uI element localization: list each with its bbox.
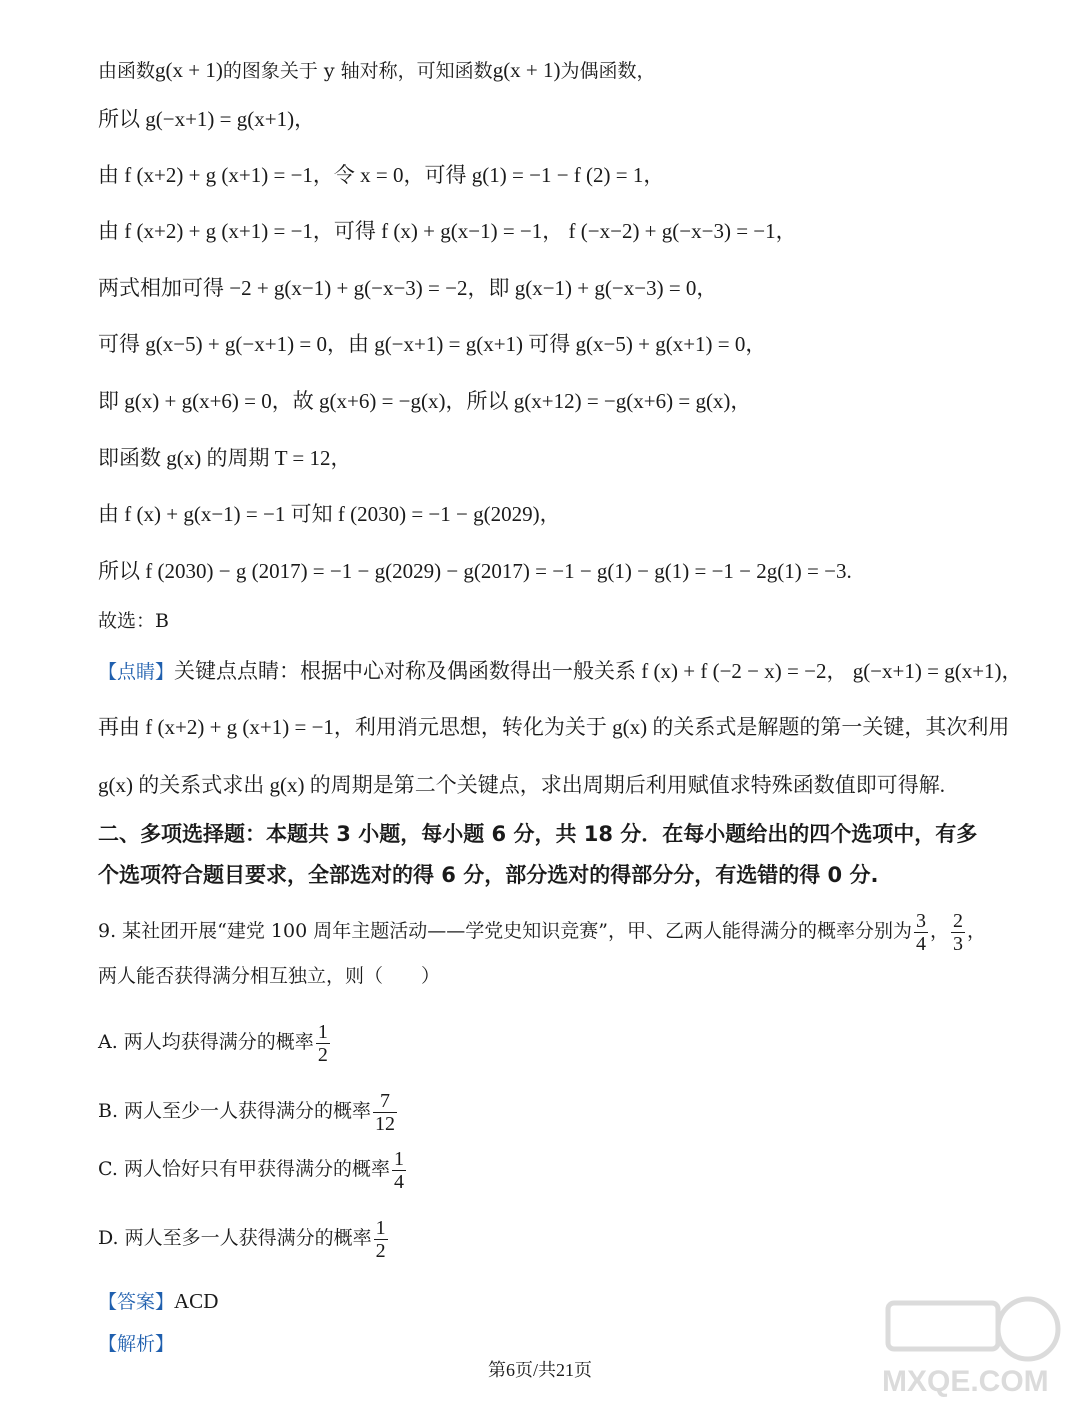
probability-fraction-yi: $\frac{2}{3}$ xyxy=(952,909,963,955)
tip-line-2: 再由 f (x+2) + g (x+1) = −1，利用消元思想，转化为关于 g(x) 的关系式是解题的第一关键，其次利用 xyxy=(98,715,1010,739)
solution-line-10: 所以 f (2030) − g (2017) = −1 − g(2029) − g(2017) = −1 − g(1) − g(1) = −1 − 2g(1) = −3. xyxy=(98,559,852,583)
tip-line-1: 【点睛】关键点点睛：根据中心对称及偶函数得出一般关系 f (x) + f (−2 − x) = −2， g(−x+1) = g(x+1)， xyxy=(98,659,1023,683)
tip-tag: 【点睛】 xyxy=(98,661,175,683)
option-a: A. 两人均获得满分的概率 $\frac{1}{2}$ xyxy=(98,1020,328,1066)
section-heading-line-2: 个选项符合题目要求，全部选对的得 6 分，部分选对的得部分分，有选错的得 0 分. xyxy=(98,863,879,887)
solution-line-7: 即 g(x) + g(x+6) = 0，故 g(x+6) = −g(x)，所以 g(x+12) = −g(x+6) = g(x)， xyxy=(98,389,752,413)
question-stem-line-1: 9. 某社团开展“建党 100 周年主题活动——学党史知识竞赛”，甲、乙两人能得满分的概率分别为 $\frac{3}{4}$ ， $\frac{2}{3}$ ， xyxy=(98,909,986,955)
option-c: C. 两人恰好只有甲获得满分的概率 $\frac{1}{4}$ xyxy=(98,1147,404,1193)
solution-line-6: 可得 g(x−5) + g(−x+1) = 0，由 g(−x+1) = g(x+1) 可得 g(x−5) + g(x+1) = 0， xyxy=(98,332,767,356)
probability-fraction-jia: $\frac{3}{4}$ xyxy=(915,909,926,955)
solution-line-8: 即函数 g(x) 的周期 T = 12， xyxy=(98,446,352,470)
solution-line-9: 由 f (x) + g(x−1) = −1 可知 f (2030) = −1 − g(2029)， xyxy=(98,502,561,526)
page-number: 第6页/共21页 xyxy=(487,1360,592,1380)
section-heading-line-1: 二、多项选择题：本题共 3 小题，每小题 6 分，共 18 分．在每小题给出的四个选项中，有多 xyxy=(98,822,978,846)
answer-tag: 【答案】 xyxy=(98,1291,175,1313)
solution-conclusion: 故选：B xyxy=(98,610,169,632)
solution-line-2: 所以 g(−x+1) = g(x+1)， xyxy=(98,107,316,131)
option-d: D. 两人至多一人获得满分的概率 $\frac{1}{2}$ xyxy=(98,1216,386,1262)
watermark-logo xyxy=(878,1291,1068,1401)
answer-value: ACD xyxy=(174,1289,219,1313)
solution-line-3: 由 f (x+2) + g (x+1) = −1，令 x = 0，可得 g(1) = −1 − f (2) = 1， xyxy=(98,163,665,187)
solution-line-4: 由 f (x+2) + g (x+1) = −1，可得 f (x) + g(x−1) = −1， f (−x−2) + g(−x−3) = −1， xyxy=(98,219,797,243)
analysis-tag: 【解析】 xyxy=(98,1333,175,1355)
option-b: B. 两人至少一人获得满分的概率 $\frac{7}{12}$ xyxy=(98,1089,396,1135)
solution-line-1: 由函数g(x + 1)的图象关于 y 轴对称，可知函数g(x + 1)为偶函数， xyxy=(98,58,656,82)
tip-line-3: g(x) 的关系式求出 g(x) 的周期是第二个关键点，求出周期后利用赋值求特殊函数值即可得解. xyxy=(98,773,945,797)
question-stem-line-2: 两人能否获得满分相互独立，则（ ） xyxy=(98,965,441,987)
svg-text:MXQE.COM: MXQE.COM xyxy=(882,1365,1049,1398)
solution-line-5: 两式相加可得 −2 + g(x−1) + g(−x−3) = −2，即 g(x−1) + g(−x−3) = 0， xyxy=(98,276,718,300)
